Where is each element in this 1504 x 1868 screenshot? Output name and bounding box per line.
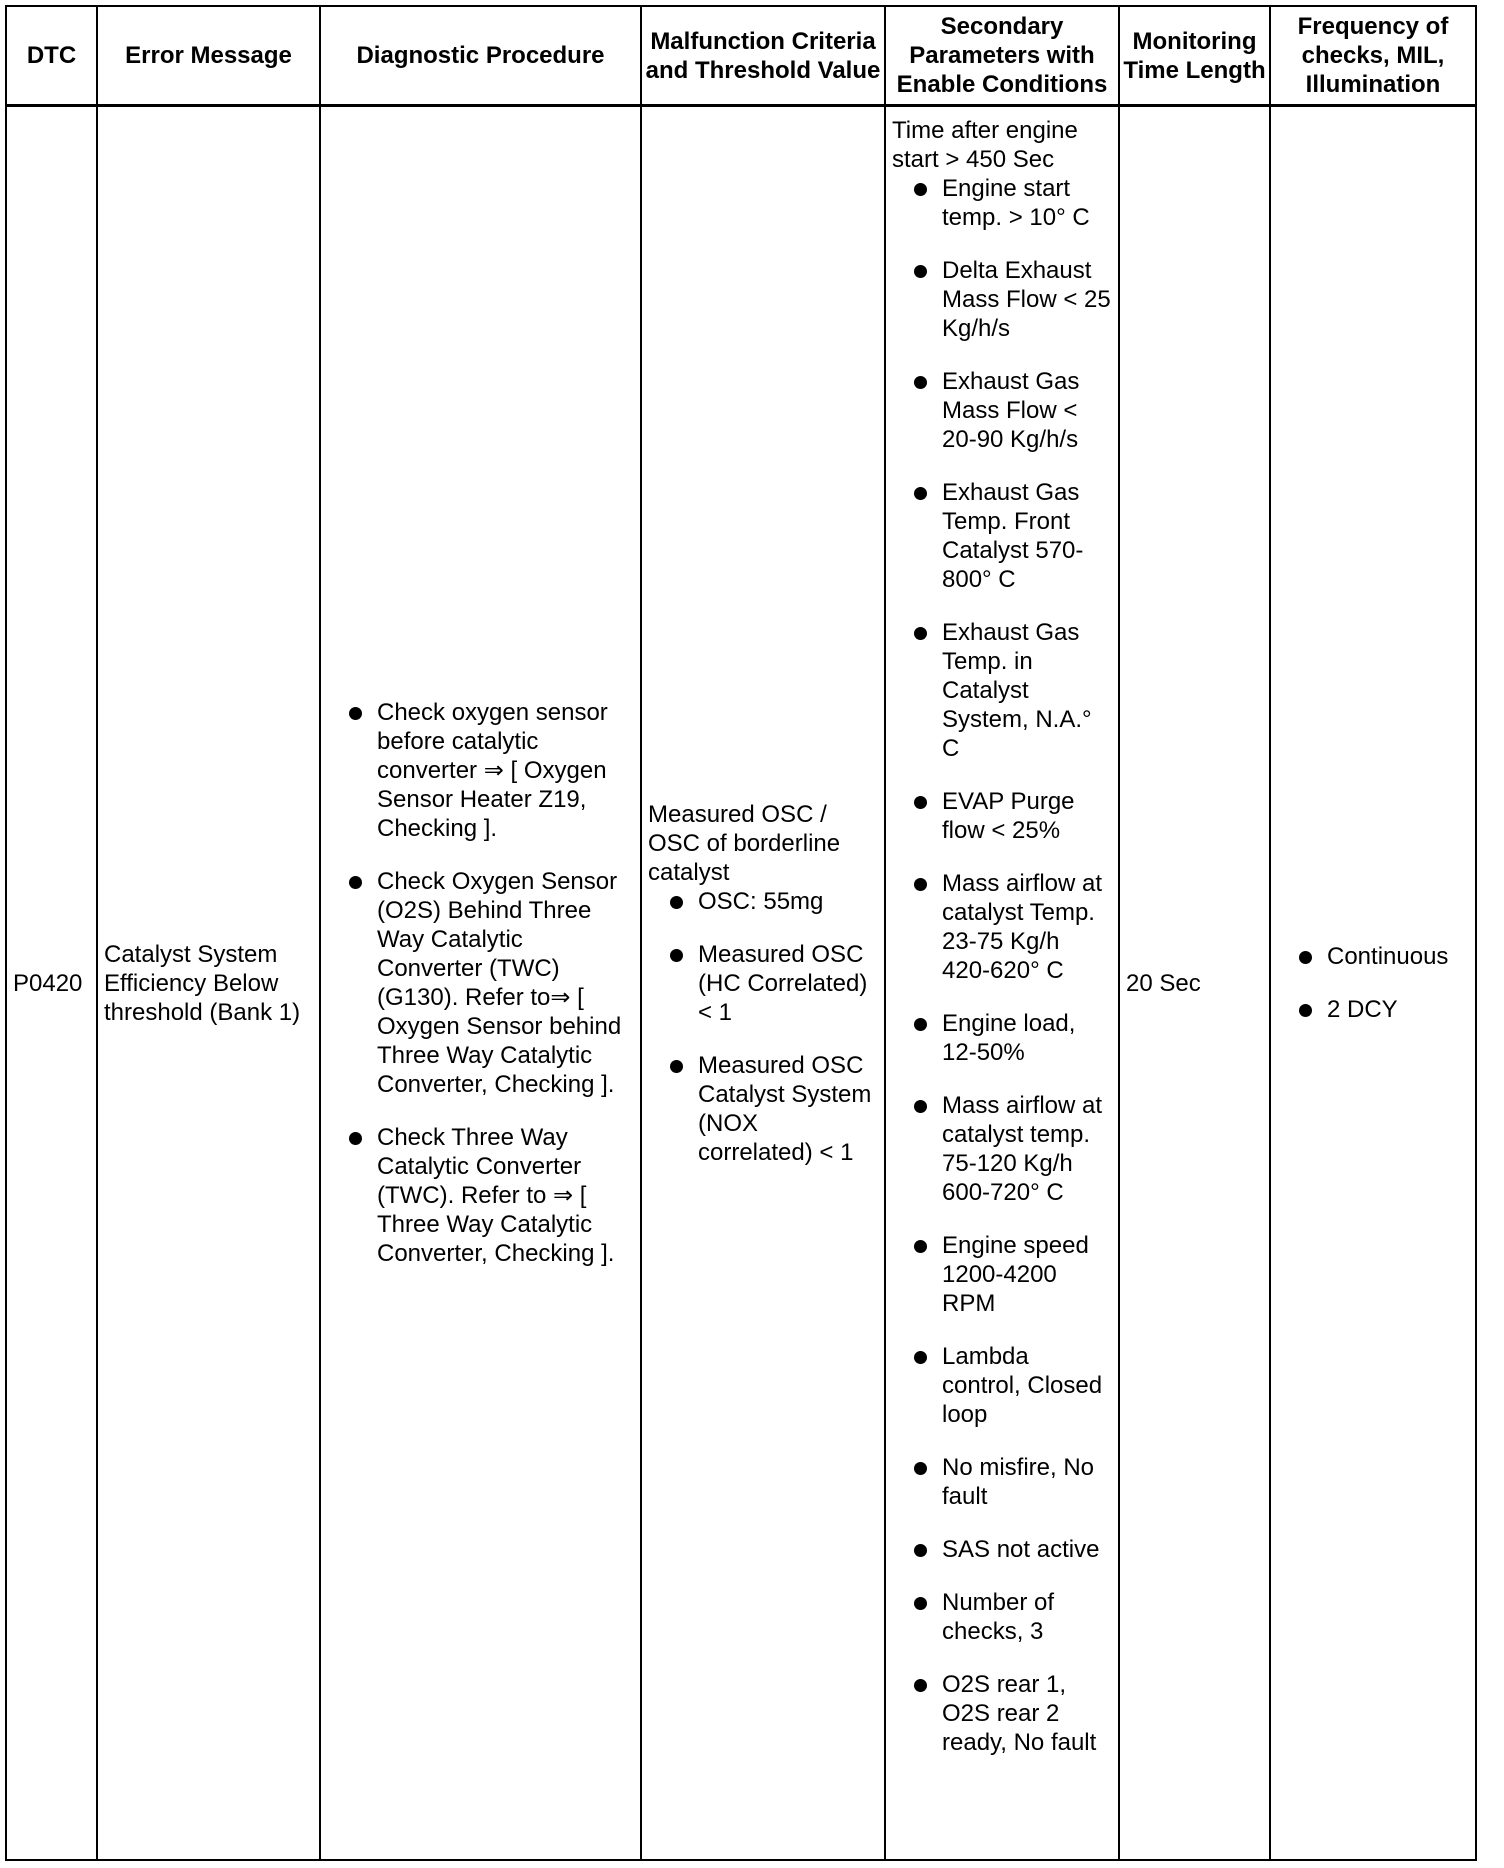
cell-error-message: Catalyst System Efficiency Below threshold (Bank 1) [97,106,320,1861]
list-item: Exhaust Gas Temp. in Catalyst System, N.A.° C [892,618,1112,763]
list-item: Check Oxygen Sensor (O2S) Behind Three Way Catalytic Converter (TWC) (G130). Refer to⇒ [ Oxygen Sensor behind Three Way Catalytic Converter, Checking ]. [327,867,634,1099]
list-item: Measured OSC Catalyst System (NOX correlated) < 1 [648,1051,878,1167]
list-item: Continuous [1277,942,1469,971]
header-diagnostic-procedure: Diagnostic Procedure [320,6,641,106]
table-row [6,106,1476,1861]
malfunction-intro: Measured OSC / OSC of borderline catalyst [648,800,841,886]
list-item: Engine load, 12-50% [892,1009,1112,1067]
list-item: Number of checks, 3 [892,1588,1112,1646]
malfunction-criteria-list [648,887,878,1167]
list-item: No misfire, No fault [892,1453,1112,1511]
list-item: O2S rear 1, O2S rear 2 ready, No fault [892,1670,1112,1757]
list-item: Engine speed 1200-4200 RPM [892,1231,1112,1318]
list-item: SAS not active [892,1535,1112,1564]
cell-frequency [1270,106,1476,1861]
list-item: Delta Exhaust Mass Flow < 25 Kg/h/s [892,256,1112,343]
list-item: Check oxygen sensor before catalytic converter ⇒ [ Oxygen Sensor Heater Z19, Checking ]. [327,698,634,843]
secondary-parameters-list [892,174,1112,1757]
list-item: Mass airflow at catalyst temp. 75-120 Kg/h 600-720° C [892,1091,1112,1207]
dtc-table [5,5,1477,1861]
cell-malfunction-criteria [641,106,885,1861]
cell-secondary-parameters [885,106,1119,1861]
cell-diagnostic-procedure [320,106,641,1861]
header-secondary-parameters: Secondary Parameters with Enable Conditions [885,6,1119,106]
frequency-list [1277,942,1469,1024]
list-item: Mass airflow at catalyst Temp. 23-75 Kg/h 420-620° C [892,869,1112,985]
diagnostic-procedure-list [327,698,634,1268]
header-row [6,6,1476,106]
secondary-intro: Time after engine start > 450 Sec [892,117,1078,173]
header-error-message: Error Message [97,6,320,106]
header-malfunction-criteria: Malfunction Criteria and Threshold Value [641,6,885,106]
list-item: 2 DCY [1277,995,1469,1024]
list-item: Exhaust Gas Mass Flow < 20-90 Kg/h/s [892,367,1112,454]
header-dtc: DTC [6,6,97,106]
list-item: Engine start temp. > 10° C [892,174,1112,232]
cell-dtc: P0420 [6,106,97,1861]
list-item: Lambda control, Closed loop [892,1342,1112,1429]
header-frequency: Frequency of checks, MIL, Illumination [1270,6,1476,106]
list-item: Exhaust Gas Temp. Front Catalyst 570-800° C [892,478,1112,594]
header-monitoring-time: Monitoring Time Length [1119,6,1270,106]
list-item: Measured OSC (HC Correlated) < 1 [648,940,878,1027]
cell-monitoring-time: 20 Sec [1119,106,1270,1861]
list-item: Check Three Way Catalytic Converter (TWC). Refer to ⇒ [ Three Way Catalytic Converter, Checking ]. [327,1123,634,1268]
list-item: EVAP Purge flow < 25% [892,787,1112,845]
list-item: OSC: 55mg [648,887,878,916]
